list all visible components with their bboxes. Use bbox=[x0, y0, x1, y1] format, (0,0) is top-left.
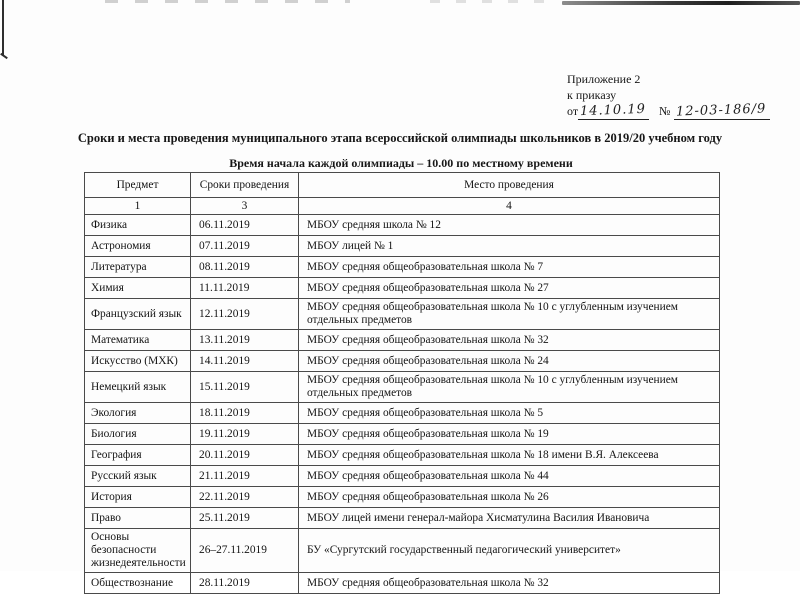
from-label: от bbox=[567, 104, 579, 118]
table-row bbox=[85, 466, 720, 487]
dates-cell: 28.11.2019 bbox=[191, 573, 299, 594]
subject-cell: Физика bbox=[85, 215, 191, 236]
subject-cell: Химия bbox=[85, 278, 191, 299]
subject-cell: История bbox=[85, 487, 191, 508]
order-date-underline bbox=[578, 103, 649, 120]
subject-cell: Математика bbox=[85, 330, 191, 351]
place-cell: МБОУ средняя общеобразовательная школа № 26 bbox=[299, 487, 720, 508]
appendix-label: Приложение 2 bbox=[567, 72, 641, 86]
table-row bbox=[85, 424, 720, 445]
place-cell: МБОУ средняя школа № 12 bbox=[299, 215, 720, 236]
place-cell: МБОУ средняя общеобразовательная школа № 27 bbox=[299, 278, 720, 299]
table-row bbox=[85, 330, 720, 351]
dates-cell: 20.11.2019 bbox=[191, 445, 299, 466]
table-row bbox=[85, 508, 720, 529]
column-header-subject: Предмет bbox=[85, 173, 191, 198]
appendix-block bbox=[567, 72, 774, 120]
scan-artifact-top-mid bbox=[430, 0, 560, 3]
table-row bbox=[85, 403, 720, 424]
column-header-place: Место проведения bbox=[299, 173, 720, 198]
dates-cell: 14.11.2019 bbox=[191, 351, 299, 372]
place-cell: МБОУ средняя общеобразовательная школа № 10 с углубленным изучением отдельных предметов bbox=[299, 299, 720, 330]
scan-artifact-top-left bbox=[105, 0, 350, 3]
subject-cell: Литература bbox=[85, 257, 191, 278]
place-cell: МБОУ средняя общеобразовательная школа № 32 bbox=[299, 330, 720, 351]
table-row bbox=[85, 573, 720, 594]
subject-cell: Французский язык bbox=[85, 299, 191, 330]
place-cell: МБОУ средняя общеобразовательная школа № 32 bbox=[299, 573, 720, 594]
subject-cell: Основы безопасности жизнедеятельности bbox=[85, 529, 191, 573]
table-row bbox=[85, 236, 720, 257]
place-cell: МБОУ средняя общеобразовательная школа № 18 имени В.Я. Алексеева bbox=[299, 445, 720, 466]
dates-cell: 08.11.2019 bbox=[191, 257, 299, 278]
scan-artifact-left-tick bbox=[0, 53, 8, 59]
table-row bbox=[85, 487, 720, 508]
dates-cell: 25.11.2019 bbox=[191, 508, 299, 529]
place-cell: МБОУ средняя общеобразовательная школа № 24 bbox=[299, 351, 720, 372]
column-number-3: 3 bbox=[191, 198, 299, 215]
dates-cell: 18.11.2019 bbox=[191, 403, 299, 424]
scan-artifact-top-right bbox=[562, 1, 800, 5]
subject-cell: Экология bbox=[85, 403, 191, 424]
table-row bbox=[85, 299, 720, 330]
subject-cell: Немецкий язык bbox=[85, 372, 191, 403]
place-cell: БУ «Сургутский государственный педагогический университет» bbox=[299, 529, 720, 573]
order-number-underline bbox=[674, 103, 769, 120]
document-subtitle: Время начала каждой олимпиады – 10.00 по местному времени bbox=[229, 156, 573, 170]
subject-cell: Астрономия bbox=[85, 236, 191, 257]
column-number-1: 1 bbox=[85, 198, 191, 215]
place-cell: МБОУ средняя общеобразовательная школа № 10 с углубленным изучением отдельных предметов bbox=[299, 372, 720, 403]
table-header-row bbox=[85, 173, 720, 198]
table-row bbox=[85, 257, 720, 278]
dates-cell: 07.11.2019 bbox=[191, 236, 299, 257]
table-row bbox=[85, 529, 720, 573]
place-cell: МБОУ лицей имени генерал-майора Хисматулина Василия Ивановича bbox=[299, 508, 720, 529]
number-sign: № bbox=[658, 104, 671, 118]
olympiad-schedule-table bbox=[84, 172, 720, 594]
dates-cell: 19.11.2019 bbox=[191, 424, 299, 445]
document-title: Сроки и места проведения муниципального этапа всероссийской олимпиады школьников в 2019/20 учебном году bbox=[77, 131, 723, 145]
place-cell: МБОУ средняя общеобразовательная школа № 19 bbox=[299, 424, 720, 445]
dates-cell: 06.11.2019 bbox=[191, 215, 299, 236]
table-row bbox=[85, 445, 720, 466]
scan-artifact-left-line bbox=[2, 0, 4, 56]
place-cell: МБОУ лицей № 1 bbox=[299, 236, 720, 257]
place-cell: МБОУ средняя общеобразовательная школа № 44 bbox=[299, 466, 720, 487]
order-number-handwritten: 12-03-186/9 bbox=[676, 101, 768, 120]
column-header-dates: Сроки проведения bbox=[191, 173, 299, 198]
subject-cell: Обществознание bbox=[85, 573, 191, 594]
subject-cell: Биология bbox=[85, 424, 191, 445]
table-row bbox=[85, 372, 720, 403]
table-row bbox=[85, 215, 720, 236]
to-order-label: к приказу bbox=[567, 87, 617, 102]
table-row bbox=[85, 351, 720, 372]
order-date-handwritten: 14.10.19 bbox=[579, 101, 647, 120]
subject-cell: Право bbox=[85, 508, 191, 529]
dates-cell: 13.11.2019 bbox=[191, 330, 299, 351]
subject-cell: Русский язык bbox=[85, 466, 191, 487]
dates-cell: 26–27.11.2019 bbox=[191, 529, 299, 573]
place-cell: МБОУ средняя общеобразовательная школа № 7 bbox=[299, 257, 720, 278]
dates-cell: 21.11.2019 bbox=[191, 466, 299, 487]
dates-cell: 22.11.2019 bbox=[191, 487, 299, 508]
order-number-line bbox=[567, 103, 774, 120]
column-number-4: 4 bbox=[299, 198, 720, 215]
column-number-row bbox=[85, 198, 720, 215]
dates-cell: 11.11.2019 bbox=[191, 278, 299, 299]
table-row bbox=[85, 278, 720, 299]
dates-cell: 15.11.2019 bbox=[191, 372, 299, 403]
subject-cell: Искусство (МХК) bbox=[85, 351, 191, 372]
subject-cell: География bbox=[85, 445, 191, 466]
dates-cell: 12.11.2019 bbox=[191, 299, 299, 330]
place-cell: МБОУ средняя общеобразовательная школа № 5 bbox=[299, 403, 720, 424]
